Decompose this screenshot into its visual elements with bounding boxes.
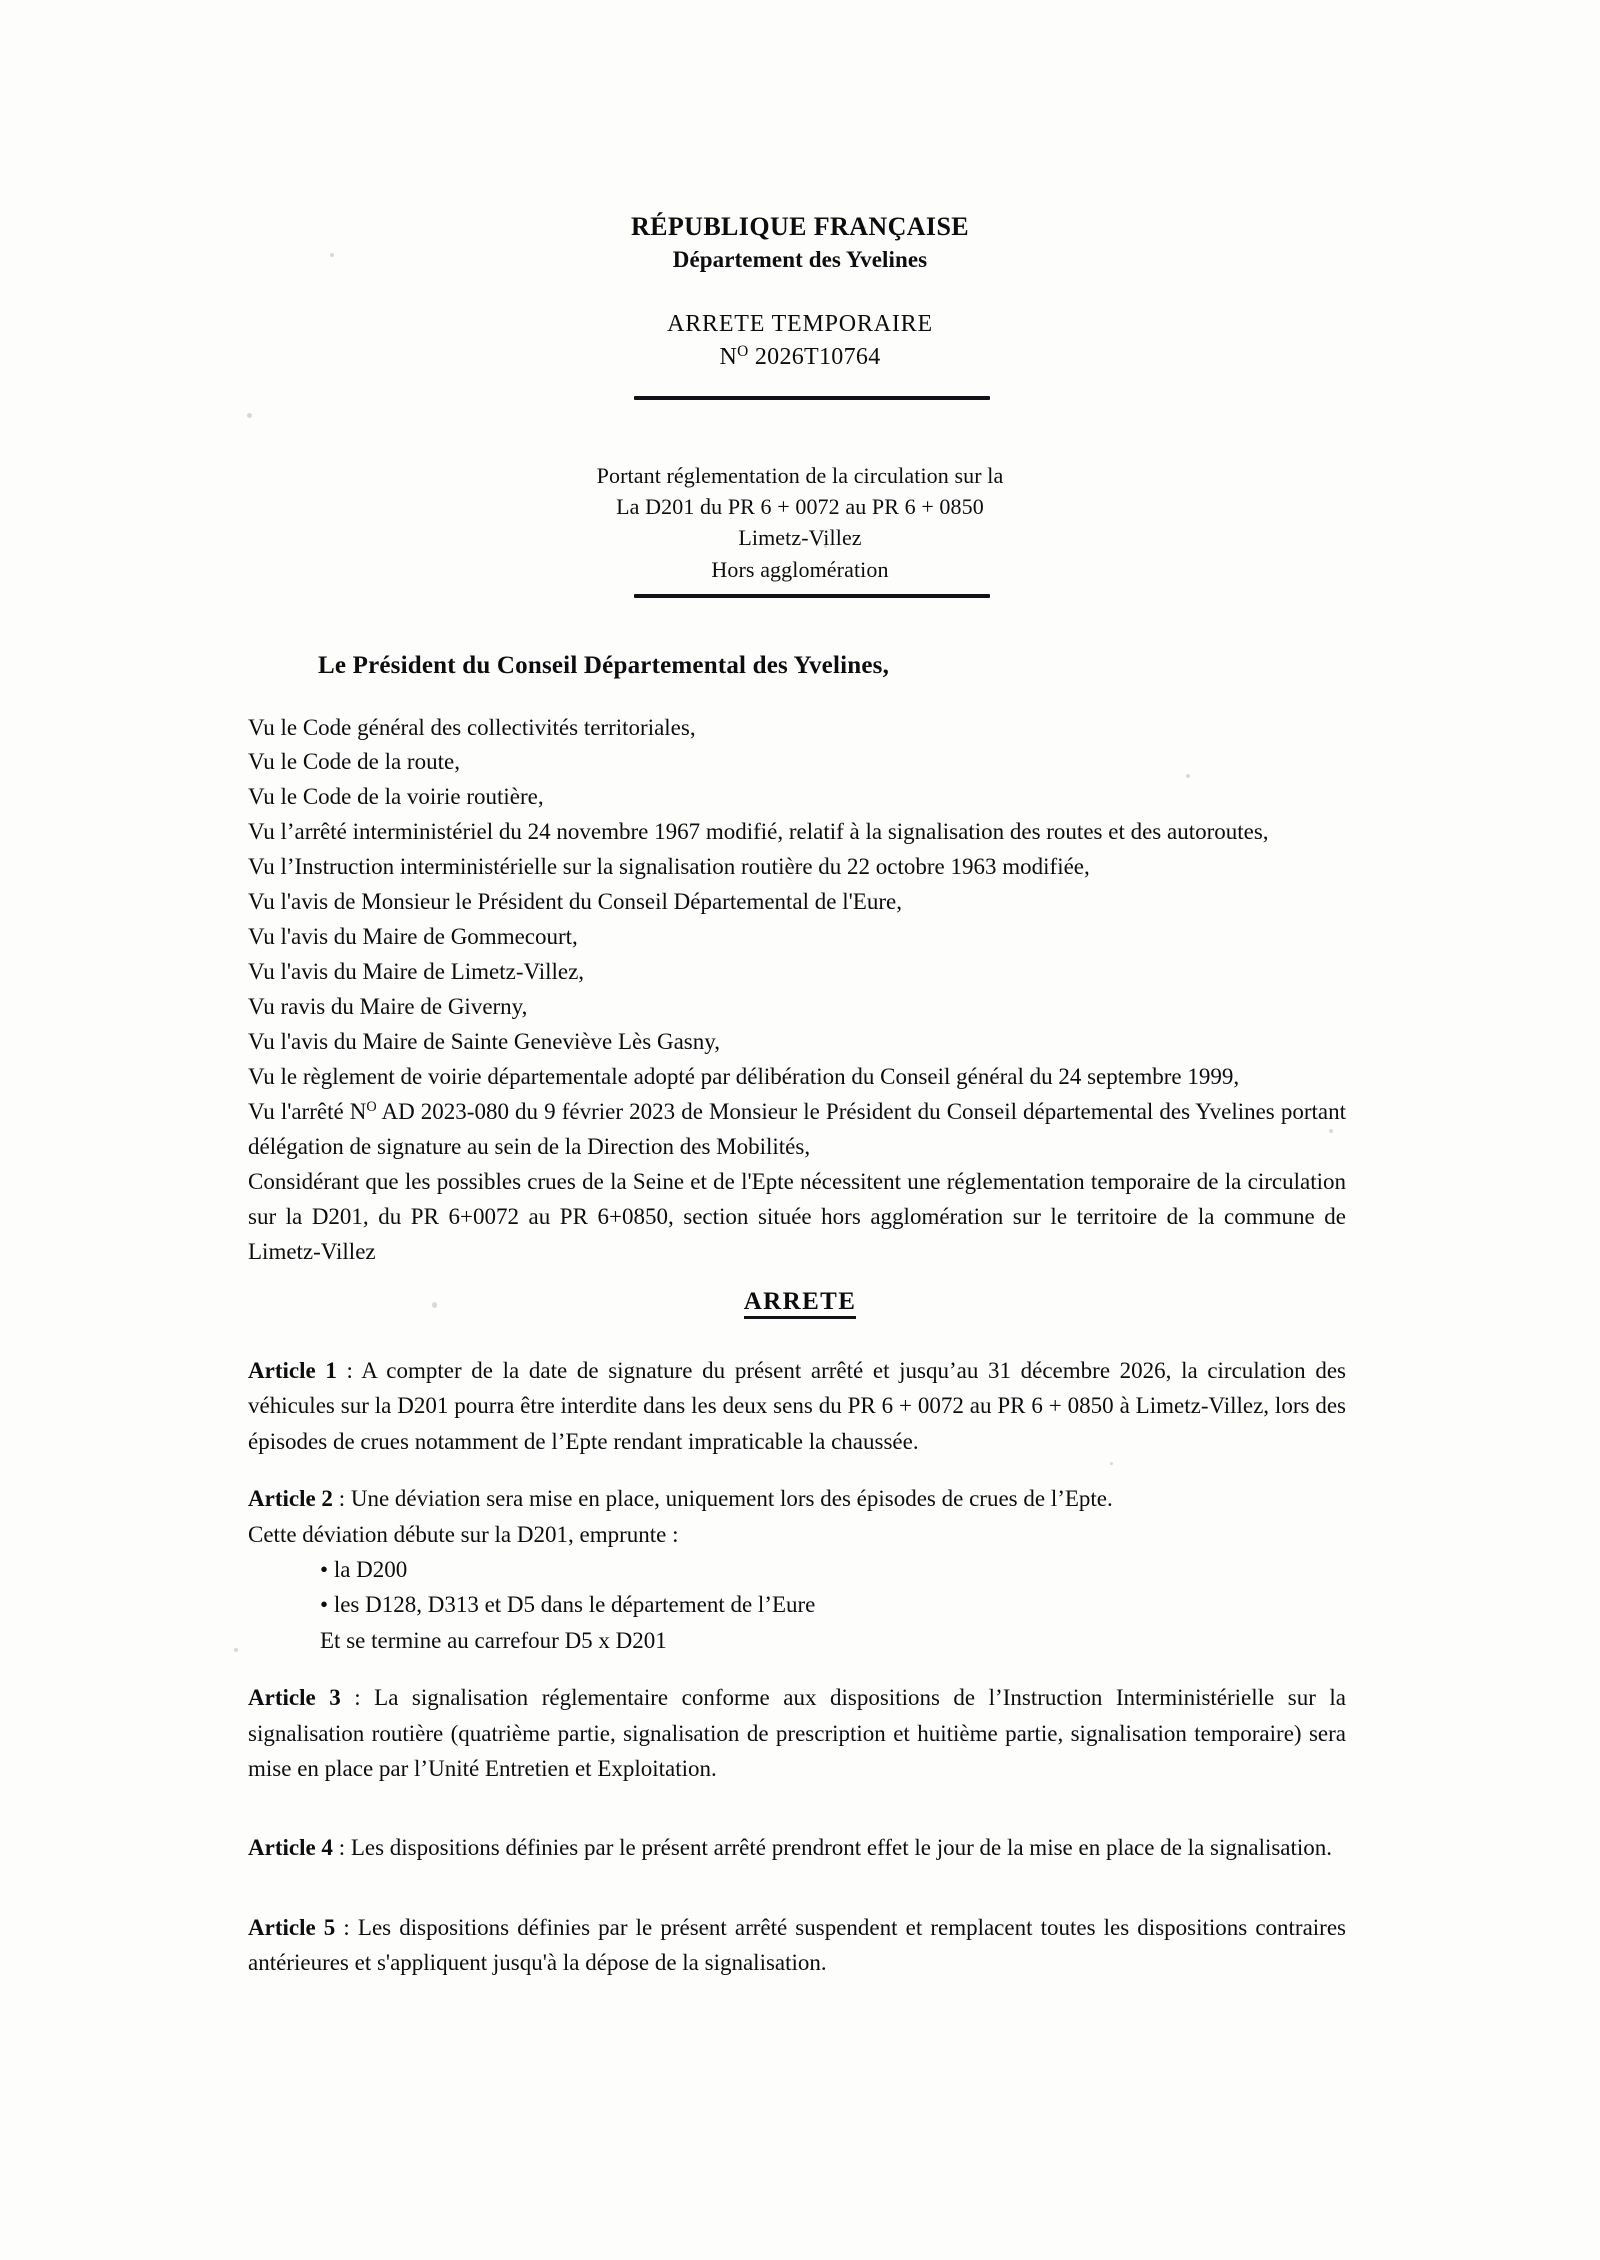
scan-speck bbox=[247, 413, 252, 418]
deviation-list-item: • la D200 bbox=[248, 1552, 1346, 1587]
article-1 bbox=[248, 1353, 1346, 1459]
deviation-route-list bbox=[248, 1552, 1346, 1658]
deviation-list-item: • les D128, D313 et D5 dans le département de l’Eure bbox=[248, 1587, 1346, 1622]
decision-heading bbox=[0, 1288, 1600, 1316]
consideration-item: Vu le Code de la route, bbox=[248, 749, 460, 775]
decision-heading-text: ARRETE bbox=[744, 1288, 857, 1319]
consideration-item: Vu l'avis de Monsieur le Président du Conseil Départemental de l'Eure, bbox=[248, 889, 902, 915]
article-2-label: Article 2 bbox=[248, 1486, 333, 1512]
article-3-label: Article 3 bbox=[248, 1685, 341, 1711]
consideration-item: Vu l'avis du Maire de Limetz-Villez, bbox=[248, 959, 585, 985]
subject-line-3: Limetz-Villez bbox=[738, 525, 862, 551]
document-header bbox=[0, 212, 1600, 373]
preamble-block bbox=[248, 650, 1346, 1270]
article-4 bbox=[248, 1830, 1346, 1865]
delegation-text-before: Vu l'arrêté N bbox=[248, 1098, 367, 1124]
republic-title: RÉPUBLIQUE FRANÇAISE bbox=[630, 212, 970, 241]
article-1-text: A compter de la date de signature du présent arrêté et jusqu’au 31 décembre 2026, la circulation des véhicules sur la D201 pourra être interdite dans les deux sens du PR 6 + 0072 au PR 6 + 0850 à Limetz-Villez, lors des épisodes de crues notamment de l’Epte rendant impraticable la chaussée. bbox=[248, 1358, 1346, 1454]
document-number bbox=[0, 342, 1600, 373]
document-number-value: 2026T10764 bbox=[754, 343, 881, 370]
article-4-text: Les dispositions définies par le présent arrêté prendront effet le jour de la mise en place de la signalisation. bbox=[350, 1835, 1333, 1861]
considerations-list bbox=[248, 711, 1346, 1270]
consideration-item: Vu le Code général des collectivités territoriales, bbox=[248, 714, 696, 740]
articles-block bbox=[248, 1353, 1346, 2003]
department-subtitle: Département des Yvelines bbox=[672, 246, 928, 272]
article-5-text: Les dispositions définies par le présent arrêté suspendent et remplacent toutes les dispositions contraires antérieures et s'appliquent jusqu'à la dépose de la signalisation. bbox=[248, 1914, 1346, 1976]
article-4-label: Article 4 bbox=[248, 1835, 333, 1861]
article-1-label: Article 1 bbox=[248, 1358, 337, 1383]
article-1-separator: : bbox=[336, 1358, 362, 1383]
delegation-text-after: AD 2023-080 du 9 février 2023 de Monsieur le Président du Conseil départemental des Yvelines portant délégation de signature au sein de la Direction des Mobilités, bbox=[248, 1098, 1346, 1159]
article-2-separator: : bbox=[332, 1486, 351, 1512]
deviation-closing-line: Et se termine au carrefour D5 x D201 bbox=[320, 1627, 667, 1653]
consideration-item-delegation bbox=[248, 1095, 1346, 1165]
article-3 bbox=[248, 1680, 1346, 1786]
consideration-item: Vu l’Instruction interministérielle sur la signalisation routière du 22 octobre 1963 modifiée, bbox=[248, 854, 1090, 880]
scan-speck bbox=[234, 1648, 238, 1652]
header-divider-bottom bbox=[634, 594, 990, 598]
article-2 bbox=[248, 1481, 1346, 1516]
consideration-item: Vu le règlement de voirie départementale adopté par délibération du Conseil général du 24 septembre 1999, bbox=[248, 1064, 1240, 1090]
consideration-item: Vu l’arrêté interministériel du 24 novembre 1967 modifié, relatif à la signalisation des routes et des autoroutes, bbox=[248, 819, 1269, 845]
document-number-prefix: N bbox=[719, 343, 738, 370]
consideration-item: Vu l'avis du Maire de Gommecourt, bbox=[248, 924, 578, 950]
article-5-label: Article 5 bbox=[248, 1914, 336, 1940]
article-3-separator: : bbox=[340, 1685, 375, 1711]
consideration-item: Vu le Code de la voirie routière, bbox=[248, 784, 544, 810]
subject-line-1: Portant réglementation de la circulation sur la bbox=[596, 463, 1004, 488]
header-divider-top bbox=[634, 396, 990, 400]
subject-block bbox=[0, 460, 1600, 585]
subject-line-2: La D201 du PR 6 + 0072 au PR 6 + 0850 bbox=[616, 494, 984, 520]
document-type-title: ARRETE TEMPORAIRE bbox=[667, 310, 933, 337]
article-5-separator: : bbox=[335, 1914, 358, 1940]
article-4-separator: : bbox=[332, 1835, 351, 1861]
article-2-text-secondary: Cette déviation débute sur la D201, emprunte : bbox=[248, 1521, 679, 1547]
considerant-paragraph: Considérant que les possibles crues de la Seine et de l'Epte nécessitent une réglementation temporaire de la circulation sur la D201, du PR 6+0072 au PR 6+0850, section située hors agglomération sur le territoire de la commune de Limetz-Villez bbox=[248, 1168, 1346, 1264]
consideration-item: Vu l'avis du Maire de Sainte Geneviève Lès Gasny, bbox=[248, 1029, 720, 1055]
delegation-ordinal: O bbox=[366, 1099, 377, 1116]
article-3-text: La signalisation réglementaire conforme aux dispositions de l’Instruction Interministérielle sur la signalisation routière (quatrième partie, signalisation de prescription et huitième partie, signalisation temporaire) sera mise en place par l’Unité Entretien et Exploitation. bbox=[248, 1685, 1347, 1782]
document-number-ordinal: O bbox=[737, 342, 749, 360]
subject-line-4: Hors agglomération bbox=[711, 556, 889, 582]
consideration-item: Vu ravis du Maire de Giverny, bbox=[248, 994, 528, 1020]
article-5 bbox=[248, 1910, 1346, 1981]
issuing-authority: Le Président du Conseil Départemental des Yvelines, bbox=[318, 652, 890, 679]
article-2-text: Une déviation sera mise en place, uniquement lors des épisodes de crues de l’Epte. bbox=[350, 1486, 1113, 1512]
